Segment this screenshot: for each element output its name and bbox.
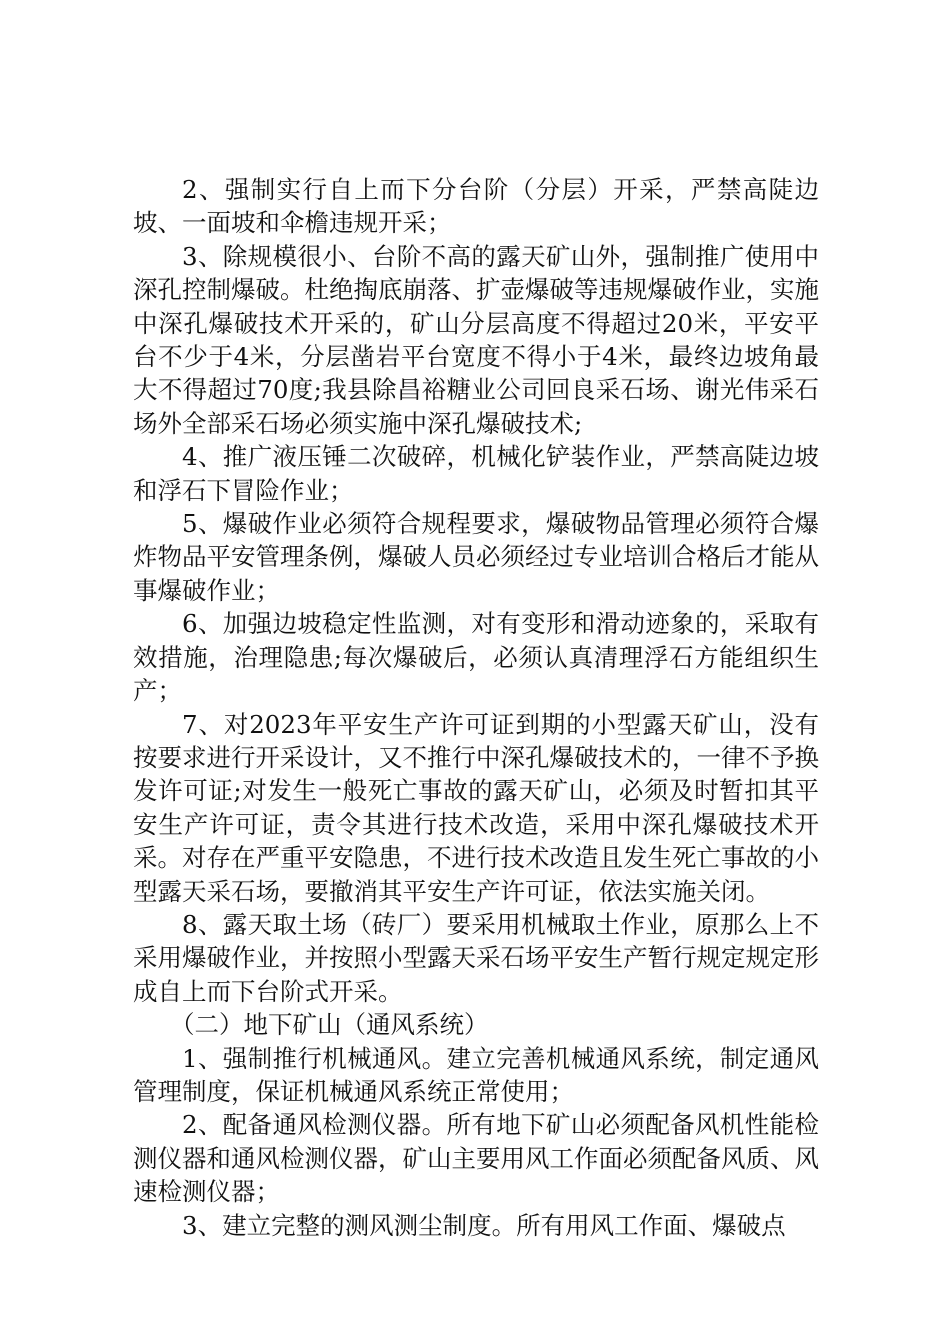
paragraph-item-3-measurement: 3、建立完整的测风测尘制度。所有用风工作面、爆破点 bbox=[182, 1210, 786, 1240]
paragraph-item-6: 6、加强边坡稳定性监测，对有变形和滑动迹象的，采取有效措施，治理隐患;每次爆破后，必须认真清理浮石方能组织生产； bbox=[133, 609, 819, 706]
paragraph-item-8: 8、露天取土场（砖厂）要采用机械取土作业，原那么上不采用爆破作业，并按照小型露天采石场平安生产暂行规定规定形成自上而下台阶式开采。 bbox=[133, 909, 819, 1006]
document-body bbox=[133, 173, 819, 1242]
paragraph-item-2: 2、强制实行自上而下分台阶（分层）开采，严禁高陡边坡、一面坡和伞檐违规开采； bbox=[133, 175, 819, 238]
paragraph-item-3: 3、除规模很小、台阶不高的露天矿山外，强制推广使用中深孔控制爆破。杜绝掏底崩落、扩壶爆破等违规爆破作业，实施中深孔爆破技术开采的，矿山分层高度不得超过20米，平安平台不少于4米，分层凿岩平台宽度不得小于4米，最终边坡角最大不得超过70度;我县除昌裕糖业公司回良采石场、谢光伟采石场外全部采石场必须实施中深孔爆破技术; bbox=[133, 241, 819, 438]
paragraph-item-7: 7、对2023年平安生产许可证到期的小型露天矿山，没有按要求进行开采设计，又不推行中深孔爆破技术的，一律不予换发许可证;对发生一般死亡事故的露天矿山，必须及时暂扣其平安生产许可证，责令其进行技术改造，采用中深孔爆破技术开采。对存在严重平安隐患，不进行技术改造且发生死亡事故的小型露天采石场，要撤消其平安生产许可证，依法实施关闭。 bbox=[133, 709, 819, 906]
paragraph-item-2-instruments: 2、配备通风检测仪器。所有地下矿山必须配备风机性能检测仪器和通风检测仪器，矿山主要用风工作面必须配备风质、风速检测仪器； bbox=[133, 1110, 819, 1207]
section-heading-underground-mine: （二）地下矿山（通风系统） bbox=[170, 1010, 489, 1040]
paragraph-item-4: 4、推广液压锤二次破碎，机械化铲装作业，严禁高陡边坡和浮石下冒险作业； bbox=[133, 442, 819, 505]
paragraph-item-1-ventilation: 1、强制推行机械通风。建立完善机械通风系统，制定通风管理制度，保证机械通风系统正常使用； bbox=[133, 1043, 819, 1106]
paragraph-item-5: 5、爆破作业必须符合规程要求，爆破物品管理必须符合爆炸物品平安管理条例，爆破人员必须经过专业培训合格后才能从事爆破作业； bbox=[133, 509, 819, 605]
